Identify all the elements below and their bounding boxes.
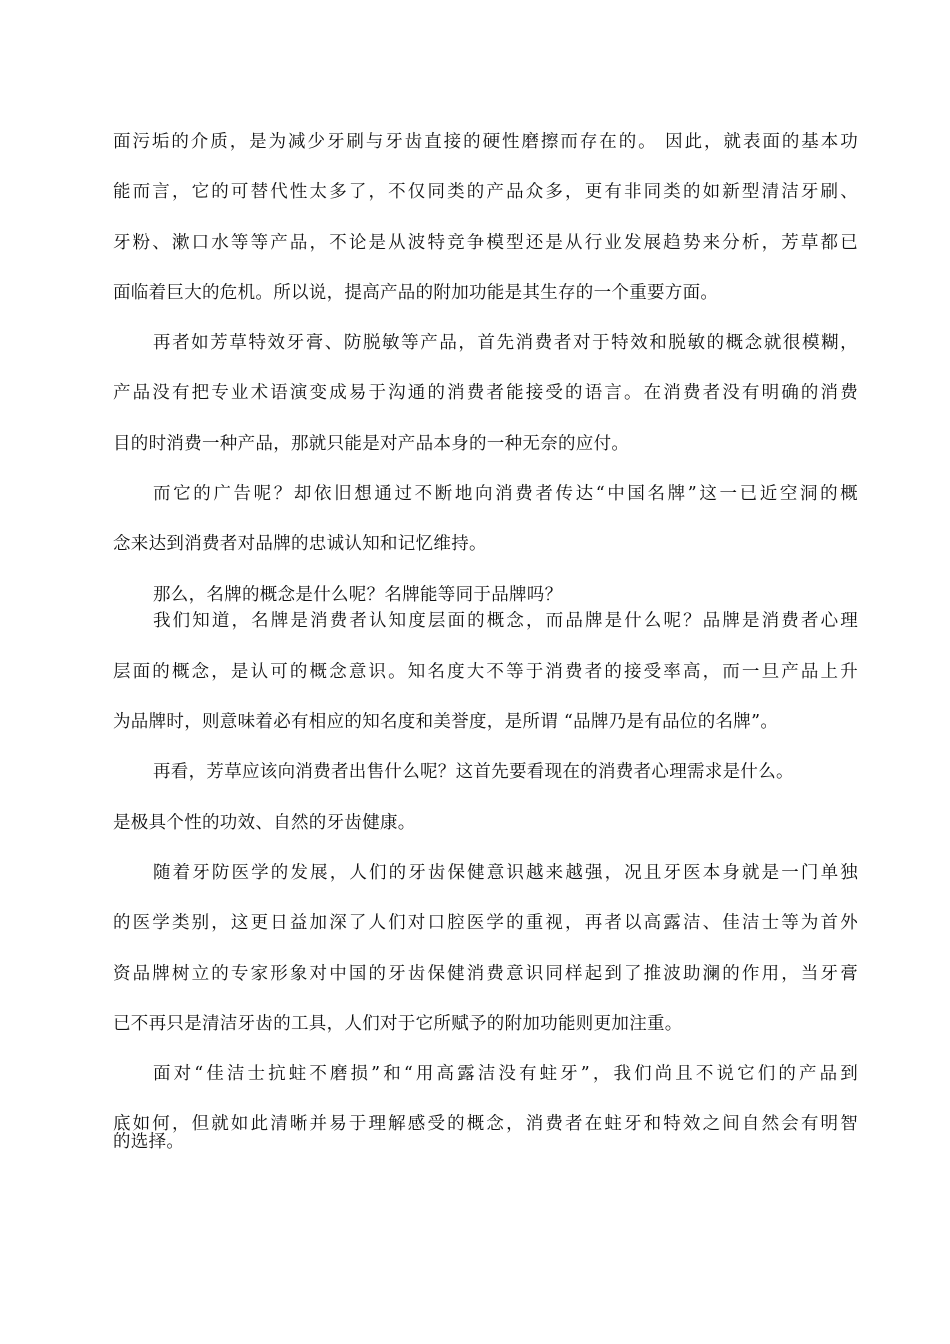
text-line: 的医学类别，这更日益加深了人们对口腔医学的重视，再者以高露洁、佳洁士等为首外 (113, 913, 858, 933)
text-line: 我们知道，名牌是消费者认知度层面的概念，而品牌是什么呢？品牌是消费者心理 (153, 611, 858, 631)
text-line: 再者如芳草特效牙膏、防脱敏等产品，首先消费者对于特效和脱敏的概念就很模糊， (153, 333, 858, 353)
text-line: 那么，名牌的概念是什么呢？名牌能等同于品牌吗？ (153, 585, 563, 605)
text-line: 层面的概念，是认可的概念意识。知名度大不等于消费者的接受率高，而一旦产品上升 (113, 662, 858, 682)
text-line: 目的时消费一种产品，那就只能是对产品本身的一种无奈的应付。 (113, 434, 630, 454)
text-line: 为品牌时，则意味着必有相应的知名度和美誉度，是所谓 “品牌乃是有品位的名牌”。 (113, 712, 779, 732)
text-line: 资品牌树立的专家形象对中国的牙齿保健消费意识同样起到了推波助澜的作用，当牙膏 (113, 964, 858, 984)
text-line: 再看，芳草应该向消费者出售什么呢？这首先要看现在的消费者心理需求是什么。 (153, 762, 794, 782)
text-line: 而它的广告呢？却依旧想通过不断地向消费者传达“中国名牌”这一已近空洞的概 (153, 484, 858, 504)
text-line: 是极具个性的功效、自然的牙齿健康。 (113, 813, 416, 833)
text-line: 念来达到消费者对品牌的忠诚认知和记忆维持。 (113, 534, 487, 554)
text-line: 已不再只是清洁牙齿的工具，人们对于它所赋予的附加功能则更加注重。 (113, 1014, 683, 1034)
text-line: 底如何，但就如此清晰并易于理解感受的概念，消费者在蛀牙和特效之间自然会有明智 (113, 1114, 858, 1134)
text-line: 面对“佳洁士抗蛀不磨损”和“用高露洁没有蛀牙”，我们尚且不说它们的产品到 (153, 1064, 858, 1084)
text-line: 产品没有把专业术语演变成易于沟通的消费者能接受的语言。在消费者没有明确的消费 (113, 383, 858, 403)
text-line: 随着牙防医学的发展，人们的牙齿保健意识越来越强，况且牙医本身就是一门单独 (153, 863, 858, 883)
text-line: 面污垢的介质，是为减少牙刷与牙齿直接的硬性磨擦而存在的。 因此，就表面的基本功 (113, 132, 858, 152)
text-line: 牙粉、漱口水等等产品，不论是从波特竞争模型还是从行业发展趋势来分析，芳草都已 (113, 233, 858, 253)
text-line: 能而言，它的可替代性太多了，不仅同类的产品众多，更有非同类的如新型清洁牙刷、 (113, 182, 858, 202)
text-line: 面临着巨大的危机。所以说，提高产品的附加功能是其生存的一个重要方面。 (113, 283, 719, 303)
text-line: 的选择。 (113, 1132, 185, 1152)
